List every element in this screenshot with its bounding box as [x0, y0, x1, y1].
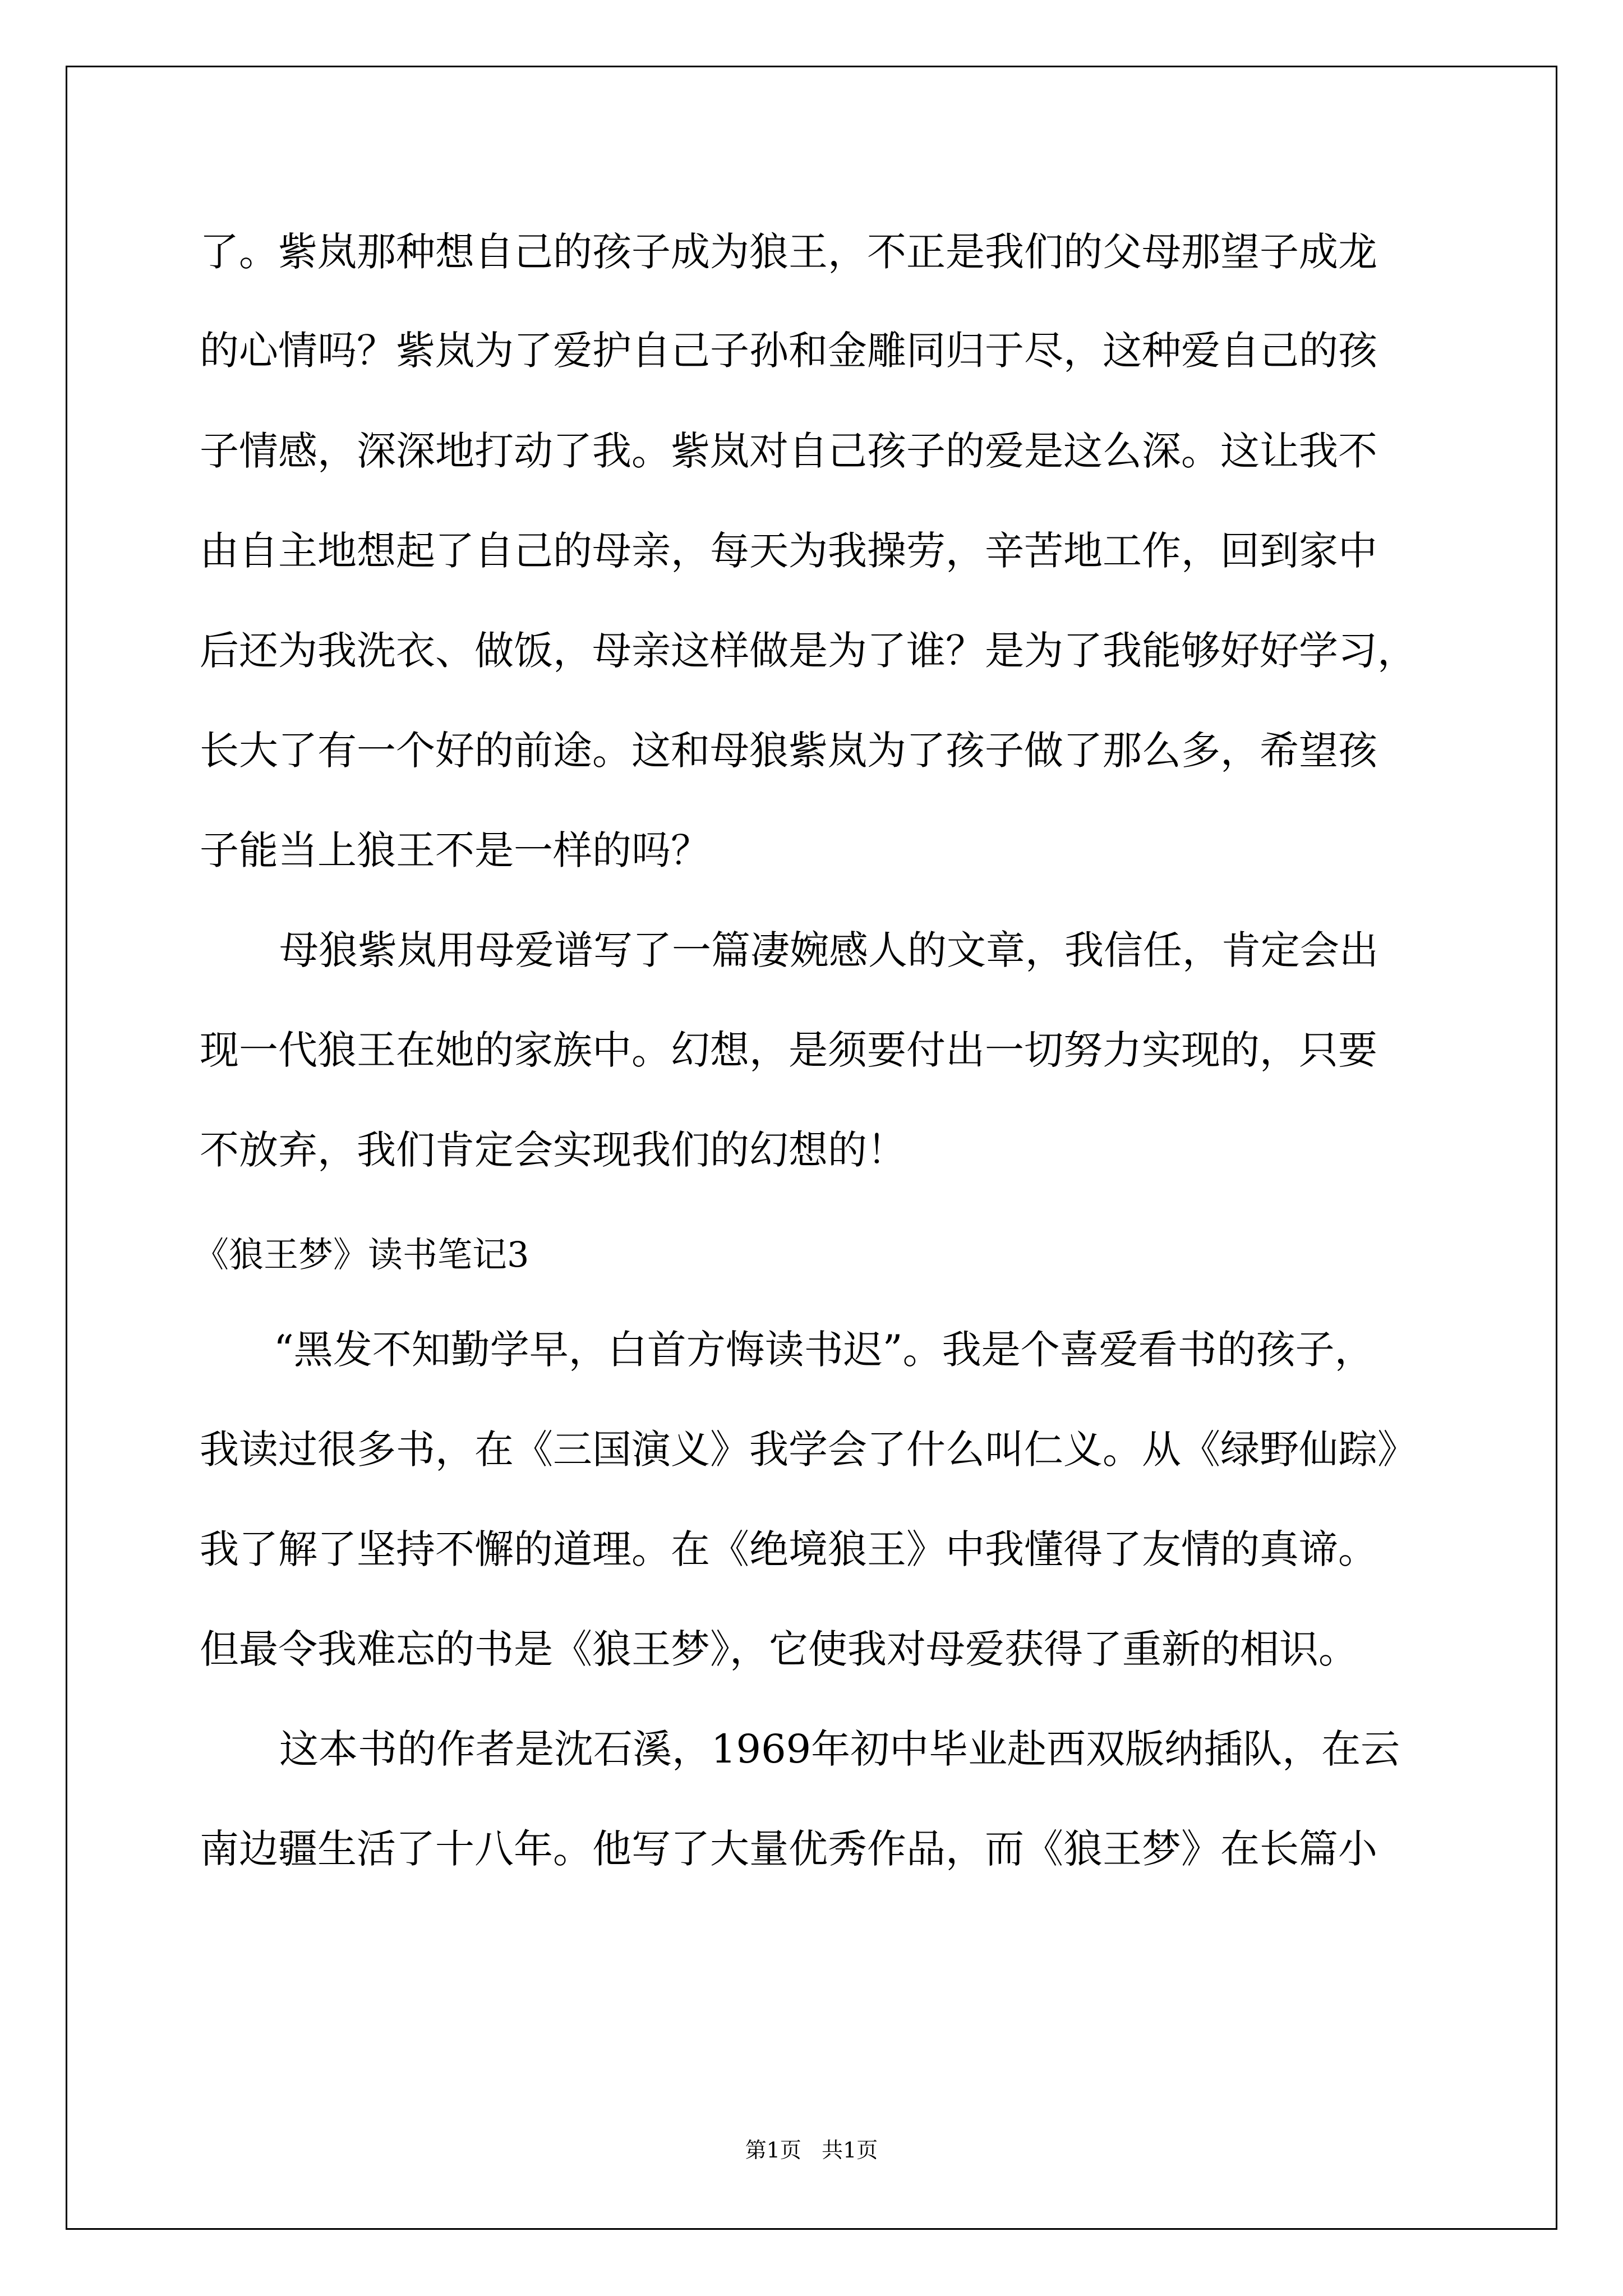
page-footer: 第1页 共1页	[745, 2138, 878, 2162]
section-heading: 《狼王梦》读书笔记3	[194, 1234, 529, 1275]
body-line-7: 子能当上狼王不是一样的吗？	[200, 827, 710, 873]
body-line-4: 由自主地想起了自己的母亲，每天为我操劳，辛苦地工作，回到家中	[200, 528, 1377, 574]
body-line-16: 南边疆生活了十八年。他写了大量优秀作品，而《狼王梦》在长篇小	[200, 1826, 1377, 1872]
body-line-11: “黑发不知勤学早，白首方悔读书迟”。我是个喜爱看书的孩子，	[274, 1327, 1374, 1373]
body-line-8: 母狼紫岚用母爱谱写了一篇凄婉感人的文章，我信任，肯定会出	[279, 927, 1378, 973]
body-line-1: 了。紫岚那种想自己的孩子成为狼王，不正是我们的父母那望子成龙	[200, 229, 1377, 275]
body-line-10: 不放弃，我们肯定会实现我们的幻想的！	[200, 1127, 906, 1173]
body-line-3: 子情感，深深地打动了我。紫岚对自己孩子的爱是这么深。这让我不	[200, 428, 1377, 474]
body-line-13: 我了解了坚持不懈的道理。在《绝境狼王》中我懂得了友情的真谛。	[200, 1526, 1377, 1572]
body-line-9: 现一代狼王在她的家族中。幻想，是须要付出一切努力实现的，只要	[200, 1027, 1377, 1073]
body-line-2: 的心情吗？紫岚为了爱护自己子孙和金雕同归于尽，这种爱自己的孩	[200, 328, 1377, 374]
body-line-15: 这本书的作者是沈石溪，1969年初中毕业赴西双版纳插队，在云	[279, 1726, 1400, 1772]
body-line-5: 后还为我洗衣、做饭，母亲这样做是为了谁？是为了我能够好好学习，	[200, 628, 1417, 674]
body-line-6: 长大了有一个好的前途。这和母狼紫岚为了孩子做了那么多，希望孩	[200, 728, 1377, 774]
body-line-14: 但最令我难忘的书是《狼王梦》，它使我对母爱获得了重新的相识。	[200, 1626, 1358, 1672]
body-line-12: 我读过很多书，在《三国演义》我学会了什么叫仁义。从《绿野仙踪》	[200, 1427, 1417, 1473]
